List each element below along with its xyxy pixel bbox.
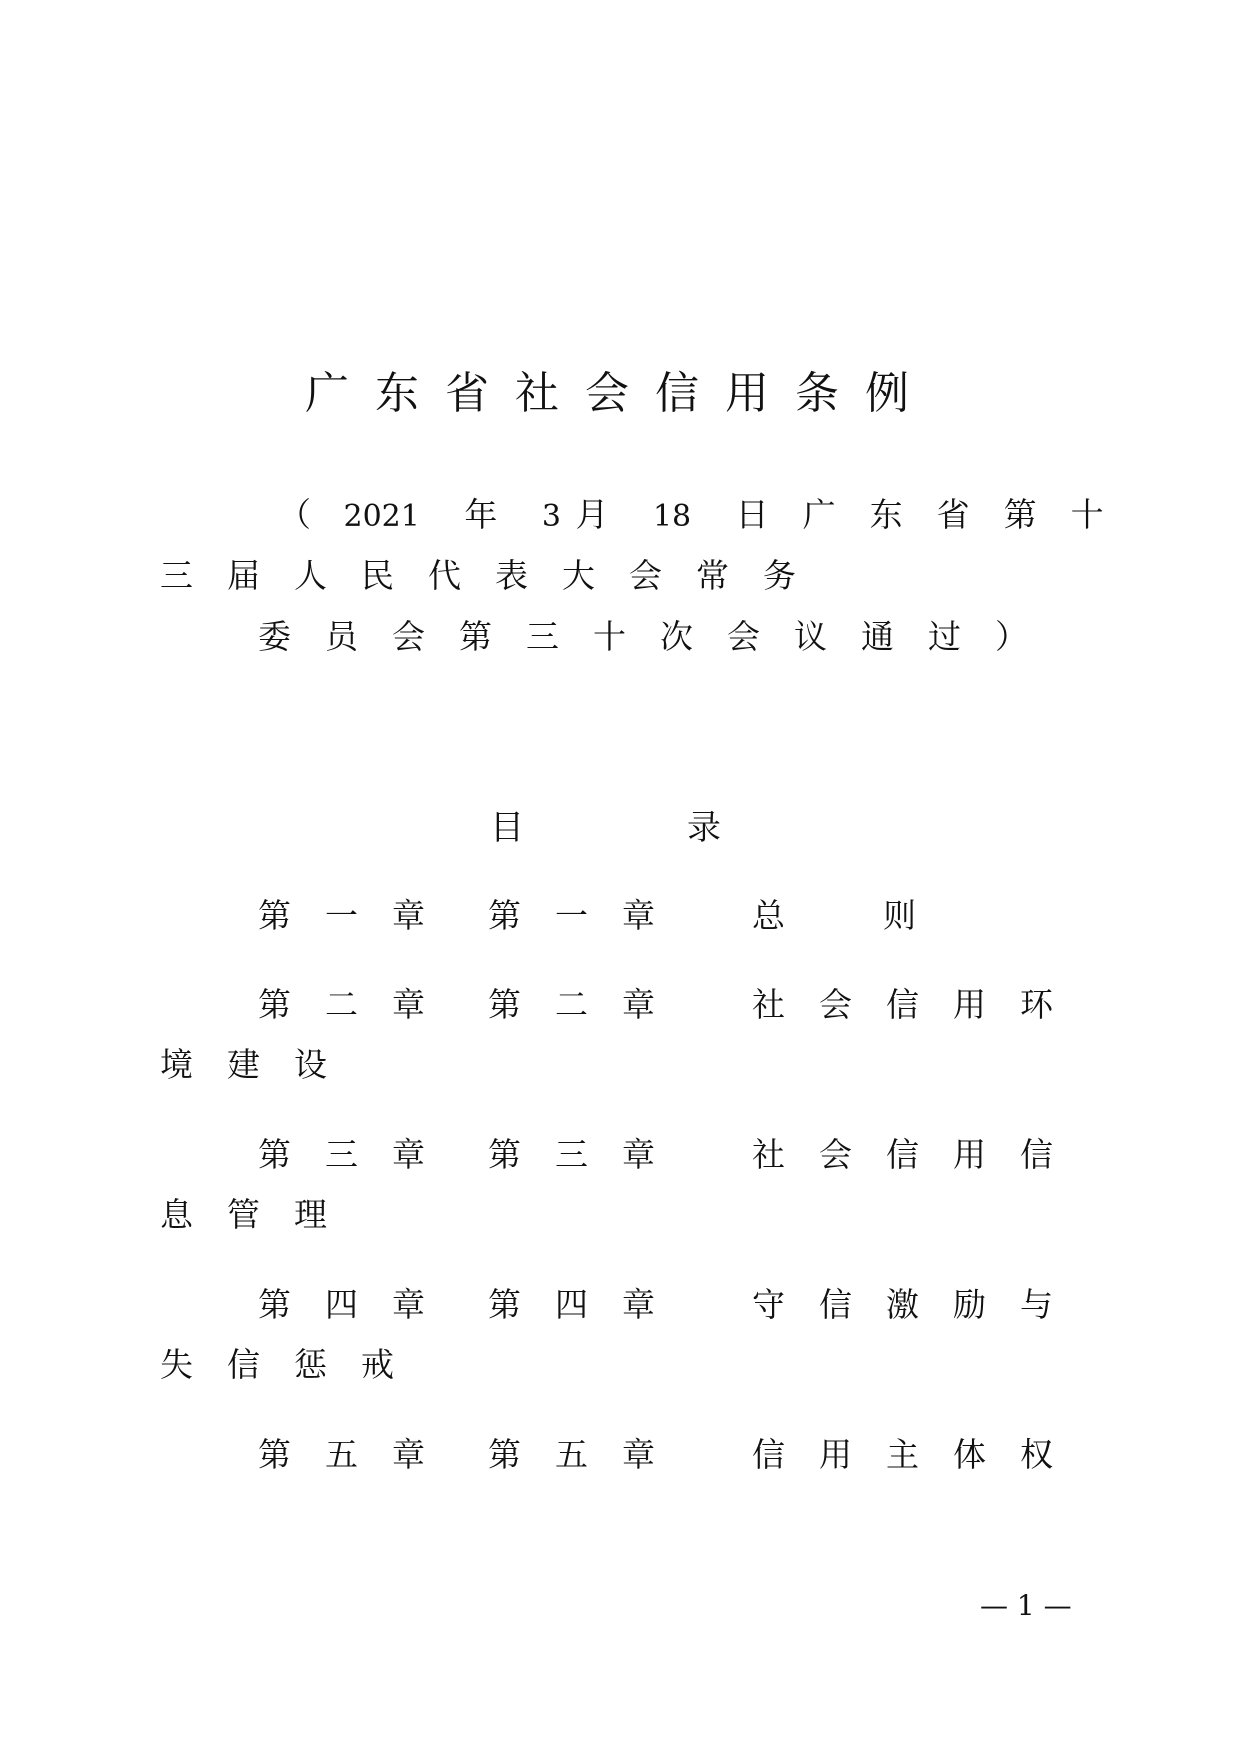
toc-item-chapter-4-label[interactable]: 第四章 <box>488 1285 689 1324</box>
subtitle-line-1-tail: 日广东省第十 <box>735 495 1138 534</box>
toc-heading-char-2: 录 <box>687 808 721 848</box>
toc-item-chapter-2-number[interactable]: 第二章 <box>258 985 459 1024</box>
toc-item-chapter-4-cont[interactable]: 失信惩戒 <box>160 1345 428 1384</box>
subtitle-line-2: 三届人民代表大会常务 <box>160 556 830 595</box>
subtitle-line-3: 委员会第三十次会议通过） <box>258 617 1062 656</box>
document-title: 广东省社会信用条例 <box>305 368 935 419</box>
toc-item-chapter-2-cont[interactable]: 境建设 <box>160 1045 361 1084</box>
toc-item-chapter-1-name-1[interactable]: 总 <box>752 896 819 935</box>
subtitle-year-char: 年 <box>464 495 498 534</box>
toc-item-chapter-1-label[interactable]: 第一章 <box>488 896 689 935</box>
subtitle-year: 2021 <box>343 499 420 534</box>
toc-item-chapter-3-label[interactable]: 第三章 <box>488 1135 689 1174</box>
toc-item-chapter-5-name[interactable]: 信用主体权 <box>752 1435 1087 1474</box>
toc-item-chapter-3-cont[interactable]: 息管理 <box>160 1195 361 1234</box>
toc-item-chapter-5-label[interactable]: 第五章 <box>488 1435 689 1474</box>
subtitle-month: 3 <box>541 499 561 534</box>
toc-item-chapter-3-number[interactable]: 第三章 <box>258 1135 459 1174</box>
toc-item-chapter-2-name[interactable]: 社会信用环 <box>752 985 1087 1024</box>
subtitle-open-paren: （ <box>278 495 311 534</box>
toc-item-chapter-2-label[interactable]: 第二章 <box>488 985 689 1024</box>
subtitle-month-char: 月 <box>575 495 609 534</box>
toc-heading-char-1: 目 <box>490 808 524 848</box>
toc-item-chapter-1-name-2[interactable]: 则 <box>883 896 950 935</box>
subtitle-line-1 <box>278 492 1138 540</box>
toc-item-chapter-4-name[interactable]: 守信激励与 <box>752 1285 1087 1324</box>
subtitle-day: 18 <box>652 499 692 534</box>
toc-item-chapter-3-name[interactable]: 社会信用信 <box>752 1135 1087 1174</box>
page-number: — 1 — <box>980 1589 1072 1622</box>
toc-item-chapter-5-number[interactable]: 第五章 <box>258 1435 459 1474</box>
toc-item-chapter-4-number[interactable]: 第四章 <box>258 1285 459 1324</box>
toc-item-chapter-1-number[interactable]: 第一章 <box>258 896 459 935</box>
